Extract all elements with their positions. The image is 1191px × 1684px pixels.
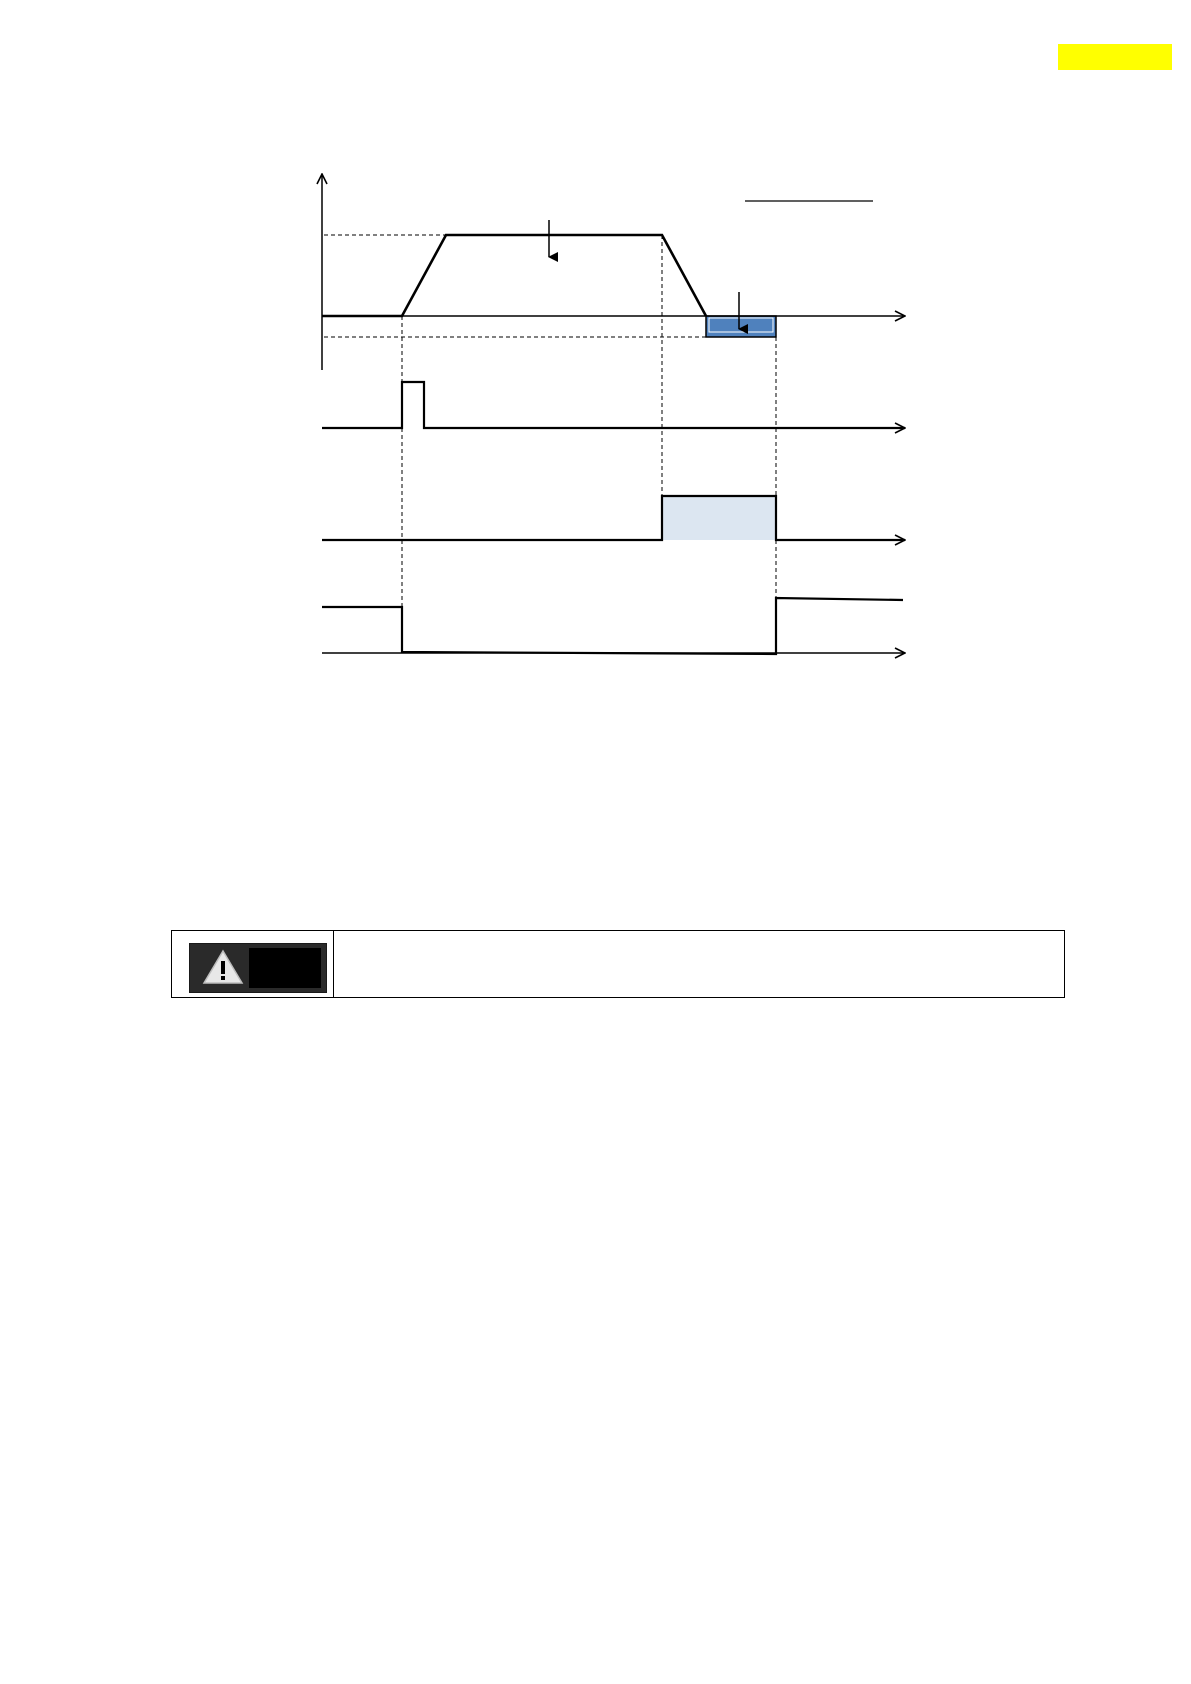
braking-region (706, 316, 776, 337)
caution-notice (171, 930, 1065, 998)
speed-profile (322, 235, 706, 316)
timing-diagram (0, 0, 1191, 700)
caution-text (334, 931, 1064, 997)
caution-badge-label-area (249, 948, 321, 988)
brake-command-signal (322, 496, 905, 540)
caution-icon-cell (172, 931, 334, 997)
brake-command-fill (662, 496, 776, 540)
start-pulse-signal (322, 382, 905, 428)
caution-badge (189, 943, 327, 993)
status-signal (322, 598, 903, 654)
warning-triangle-icon (201, 948, 245, 986)
